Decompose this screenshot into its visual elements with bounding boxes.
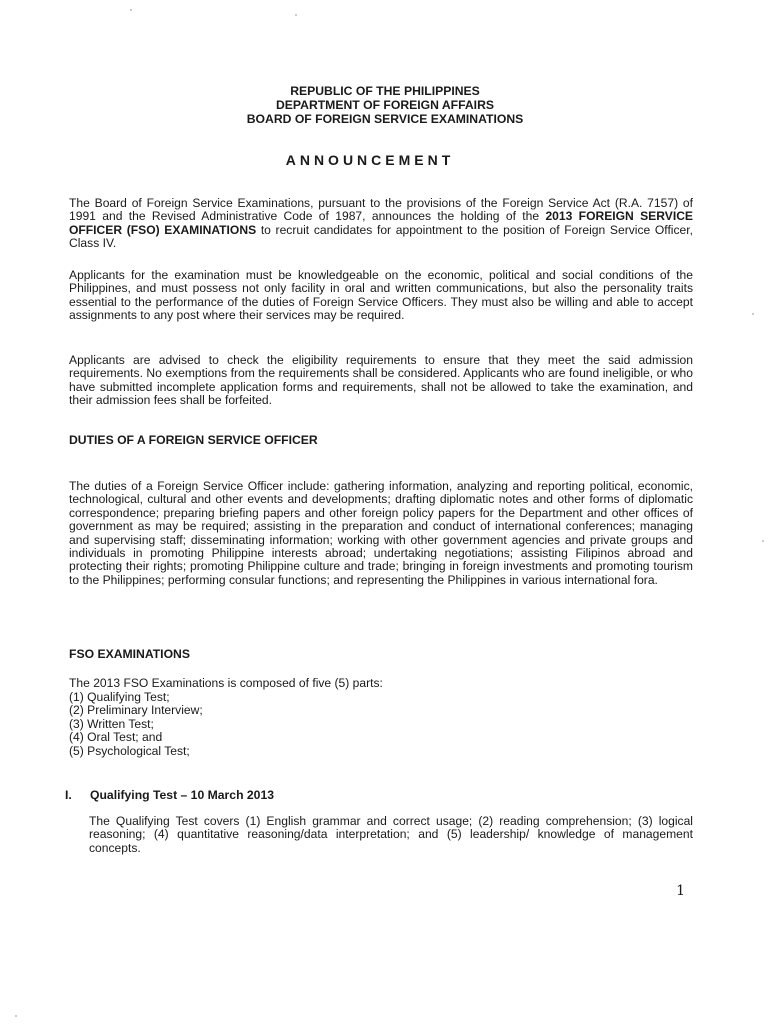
intro-text-b: to recruit candidates for appointment to the position of Foreign Service Officer, Class IV. [69, 222, 693, 251]
announcement-title: ANNOUNCEMENT [285, 152, 455, 168]
list-item: (2) Preliminary Interview; [69, 703, 203, 717]
qualifying-test-paragraph: The Qualifying Test covers (1) English grammar and correct usage; (2) reading comprehension; (3) logical reasoning; (4) quantitative reasoning/data interpretation; and (5) leadership/ knowledge of management concepts. [89, 814, 693, 855]
fso-heading: FSO EXAMINATIONS [69, 647, 190, 661]
intro-paragraph-2: Applicants for the examination must be knowledgeable on the economic, political and social conditions of the Philippines, and must possess not only facility in oral and written communications, but also the personality traits essential to the performance of the duties of Foreign Service Officers. They must also be willing and able to accept assignments to any post where their services may be required. [69, 268, 693, 323]
fso-intro-line: The 2013 FSO Examinations is composed of five (5) parts: [69, 676, 383, 690]
qualifying-test-heading [65, 788, 274, 802]
scan-speck [15, 1015, 17, 1017]
list-item: (3) Written Test; [69, 716, 154, 731]
scan-speck [762, 540, 764, 542]
intro-paragraph-1 [69, 197, 693, 251]
duties-paragraph: The duties of a Foreign Service Officer include: gathering information, analyzing and reporting political, economic, technological, cultural and other events and developments; drafting diplomatic notes and other forms of diplomatic correspondence; preparing briefing papers and other foreign policy papers for the Department and other offices of government as may be required; assisting in the preparation and conduct of international conferences; managing and supervising staff; disseminating information; working with other government agencies and private groups and individuals in promoting Philippine interests abroad; undertaking negotiations; assisting Filipinos abroad and protecting their rights; promoting Philippine culture and trade; bringing in foreign investments and promoting tourism to the Philippines; performing consular functions; and representing the Philippines in various international fora. [69, 479, 693, 587]
scan-speck [752, 313, 754, 315]
header-department: DEPARTMENT OF FOREIGN AFFAIRS [275, 98, 495, 112]
intro-text-a: The Board of Foreign Service Examinations, pursuant to the provisions of the Foreign Service Act (R.A. 7157) of 1991 and the Revised Administrative Code of 1987, announces the holding of the [69, 196, 693, 224]
duties-heading: DUTIES OF A FOREIGN SERVICE OFFICER [69, 433, 318, 447]
list-item: (5) Psychological Test; [69, 743, 190, 758]
letterhead [0, 84, 770, 126]
qualifying-test-title: Qualifying Test – 10 March 2013 [90, 788, 275, 802]
list-item: (1) Qualifying Test; [69, 689, 170, 704]
list-item: (4) Oral Test; and [69, 730, 163, 744]
intro-paragraph-3: Applicants are advised to check the eligibility requirements to ensure that they meet the said admission requirements. No exemptions from the requirements shall be considered. Applicants who are found ineligible, or who have submitted incomplete application forms and requirements, shall not be allowed to take the examination, and their admission fees shall be forfeited. [69, 353, 693, 408]
fso-parts-list [69, 677, 383, 758]
header-republic: REPUBLIC OF THE PHILIPPINES [290, 84, 480, 98]
exam-name-bold: 2013 FOREIGN SERVICE OFFICER (FSO) EXAMINATIONS [69, 209, 693, 237]
page-number: 1 [676, 883, 685, 899]
header-board: BOARD OF FOREIGN SERVICE EXAMINATIONS [246, 112, 524, 126]
roman-numeral: I. [65, 788, 72, 802]
scan-speck [295, 14, 297, 16]
scan-speck [130, 9, 132, 11]
